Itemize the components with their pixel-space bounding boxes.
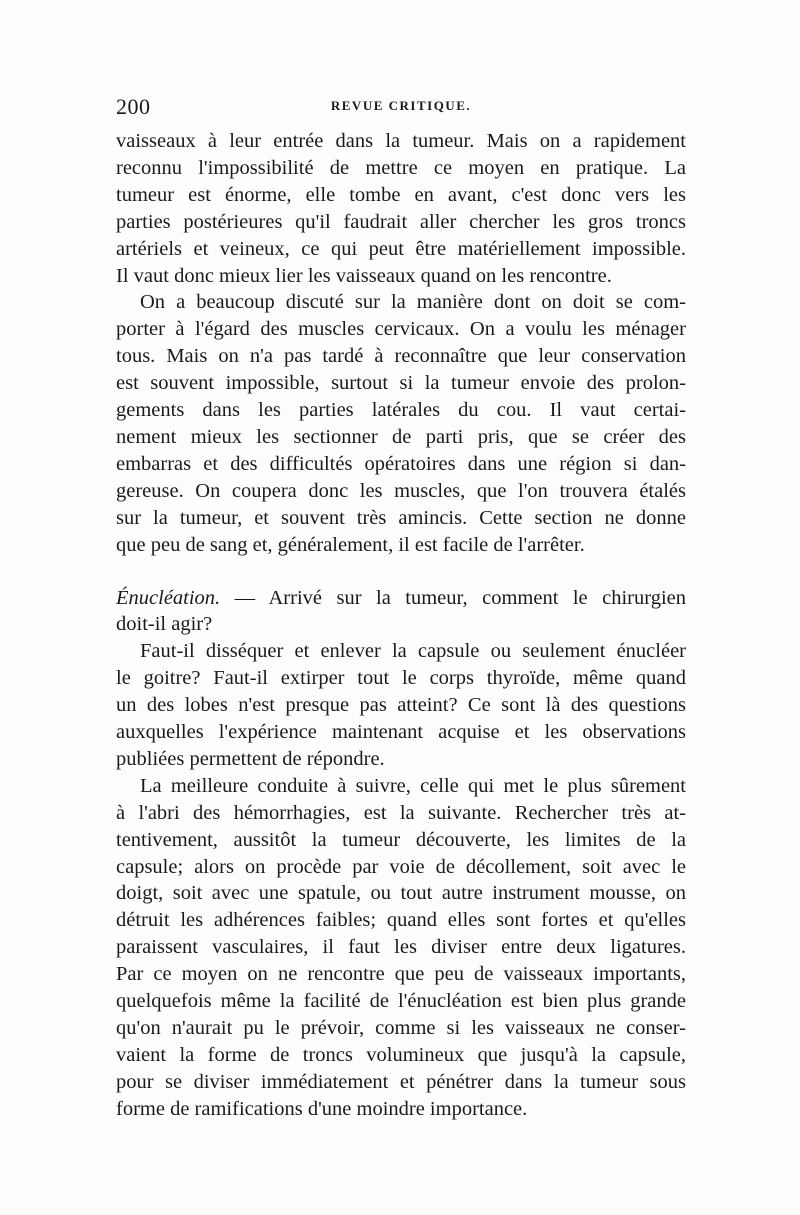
text-line: sur la tumeur, et souvent très amincis. Cette section ne donne: [116, 506, 686, 529]
text-line: doit-il agir?: [116, 613, 213, 636]
text-line: On a beaucoup discuté sur la manière dont on doit se com-: [140, 291, 686, 314]
paragraph-4: [116, 638, 686, 773]
text-line: auxquelles l'expérience maintenant acquise et les observations: [116, 721, 686, 744]
text-line: artériels et veineux, ce qui peut être matériellement impossible.: [116, 237, 686, 260]
text-line: pour se diviser immédiatement et pénétrer dans la tumeur sous: [116, 1070, 686, 1093]
page-number: 200: [116, 94, 151, 119]
text-line: embarras et des difficultés opératoires dans une région si dan-: [116, 452, 686, 475]
paragraph-3: [116, 585, 686, 639]
text-line: parties postérieures qu'il faudrait aller chercher les gros troncs: [116, 210, 686, 233]
body-text: [116, 128, 686, 1123]
text-line: vaient la forme de troncs volumineux que jusqu'à la capsule,: [116, 1043, 686, 1066]
paragraph-1: [116, 128, 686, 289]
page-header: [116, 94, 686, 126]
text-line: doigt, soit avec une spatule, ou tout autre instrument mousse, on: [116, 882, 686, 905]
section-title: Énucléation.: [116, 586, 221, 609]
text-line: à l'abri des hémorrhagies, est la suivante. Rechercher très at-: [116, 801, 686, 824]
text-line: gements dans les parties latérales du cou. Il vaut certai-: [116, 399, 686, 422]
text-line: tumeur est énorme, elle tombe en avant, c'est donc vers les: [116, 183, 686, 206]
text-line: vaisseaux à leur entrée dans la tumeur. Mais on a rapidement: [116, 130, 686, 152]
text-line: que peu de sang et, généralement, il est facile de l'arrêter.: [116, 533, 585, 556]
paragraph-5: [116, 773, 686, 1123]
text-line: qu'on n'aurait pu le prévoir, comme si les vaisseaux ne conser-: [116, 1017, 686, 1039]
text-line: quelquefois même la facilité de l'énucléation est bien plus grande: [116, 990, 686, 1013]
paragraph-2: [116, 289, 686, 558]
text-line: tous. Mais on n'a pas tardé à reconnaître que leur conservation: [116, 345, 686, 368]
text-line: un des lobes n'est presque pas atteint? Ce sont là des questions: [116, 694, 686, 717]
text-line: porter à l'égard des muscles cervicaux. On a voulu les ménager: [116, 318, 686, 341]
text-line: est souvent impossible, surtout si la tumeur envoie des prolon-: [116, 372, 686, 395]
text-line: détruit les adhérences faibles; quand elles sont fortes et qu'elles: [116, 909, 686, 932]
text-line: reconnu l'impossibilité de mettre ce moyen en pratique. La: [116, 156, 686, 179]
running-head: REVUE CRITIQUE.: [330, 98, 472, 113]
text-line: capsule; alors on procède par voie de décollement, soit avec le: [116, 855, 686, 878]
text-line: Faut-il disséquer et enlever la capsule ou seulement énucléer: [140, 640, 686, 663]
text-line: Il vaut donc mieux lier les vaisseaux quand on les rencontre.: [116, 264, 612, 287]
text-line: publiées permettent de répondre.: [116, 747, 385, 770]
text-line: tentivement, aussitôt la tumeur découverte, les limites de la: [116, 828, 686, 851]
text-line: gereuse. On coupera donc les muscles, que l'on trouvera étalés: [116, 479, 686, 502]
text-line: paraissent vasculaires, il faut les diviser entre deux ligatures.: [116, 936, 686, 959]
section-title-continuation: — Arrivé sur la tumeur, comment le chirurgien: [220, 586, 686, 609]
text-line: forme de ramifications d'une moindre importance.: [116, 1097, 528, 1120]
text-line: [116, 585, 686, 612]
text-line: nement mieux les sectionner de parti pris, que se créer des: [116, 425, 686, 448]
text-line: le goitre? Faut-il extirper tout le corps thyroïde, même quand: [116, 667, 686, 690]
text-line: La meilleure conduite à suivre, celle qui met le plus sûrement: [140, 774, 686, 797]
text-line: Par ce moyen on ne rencontre que peu de vaisseaux importants,: [116, 963, 686, 986]
